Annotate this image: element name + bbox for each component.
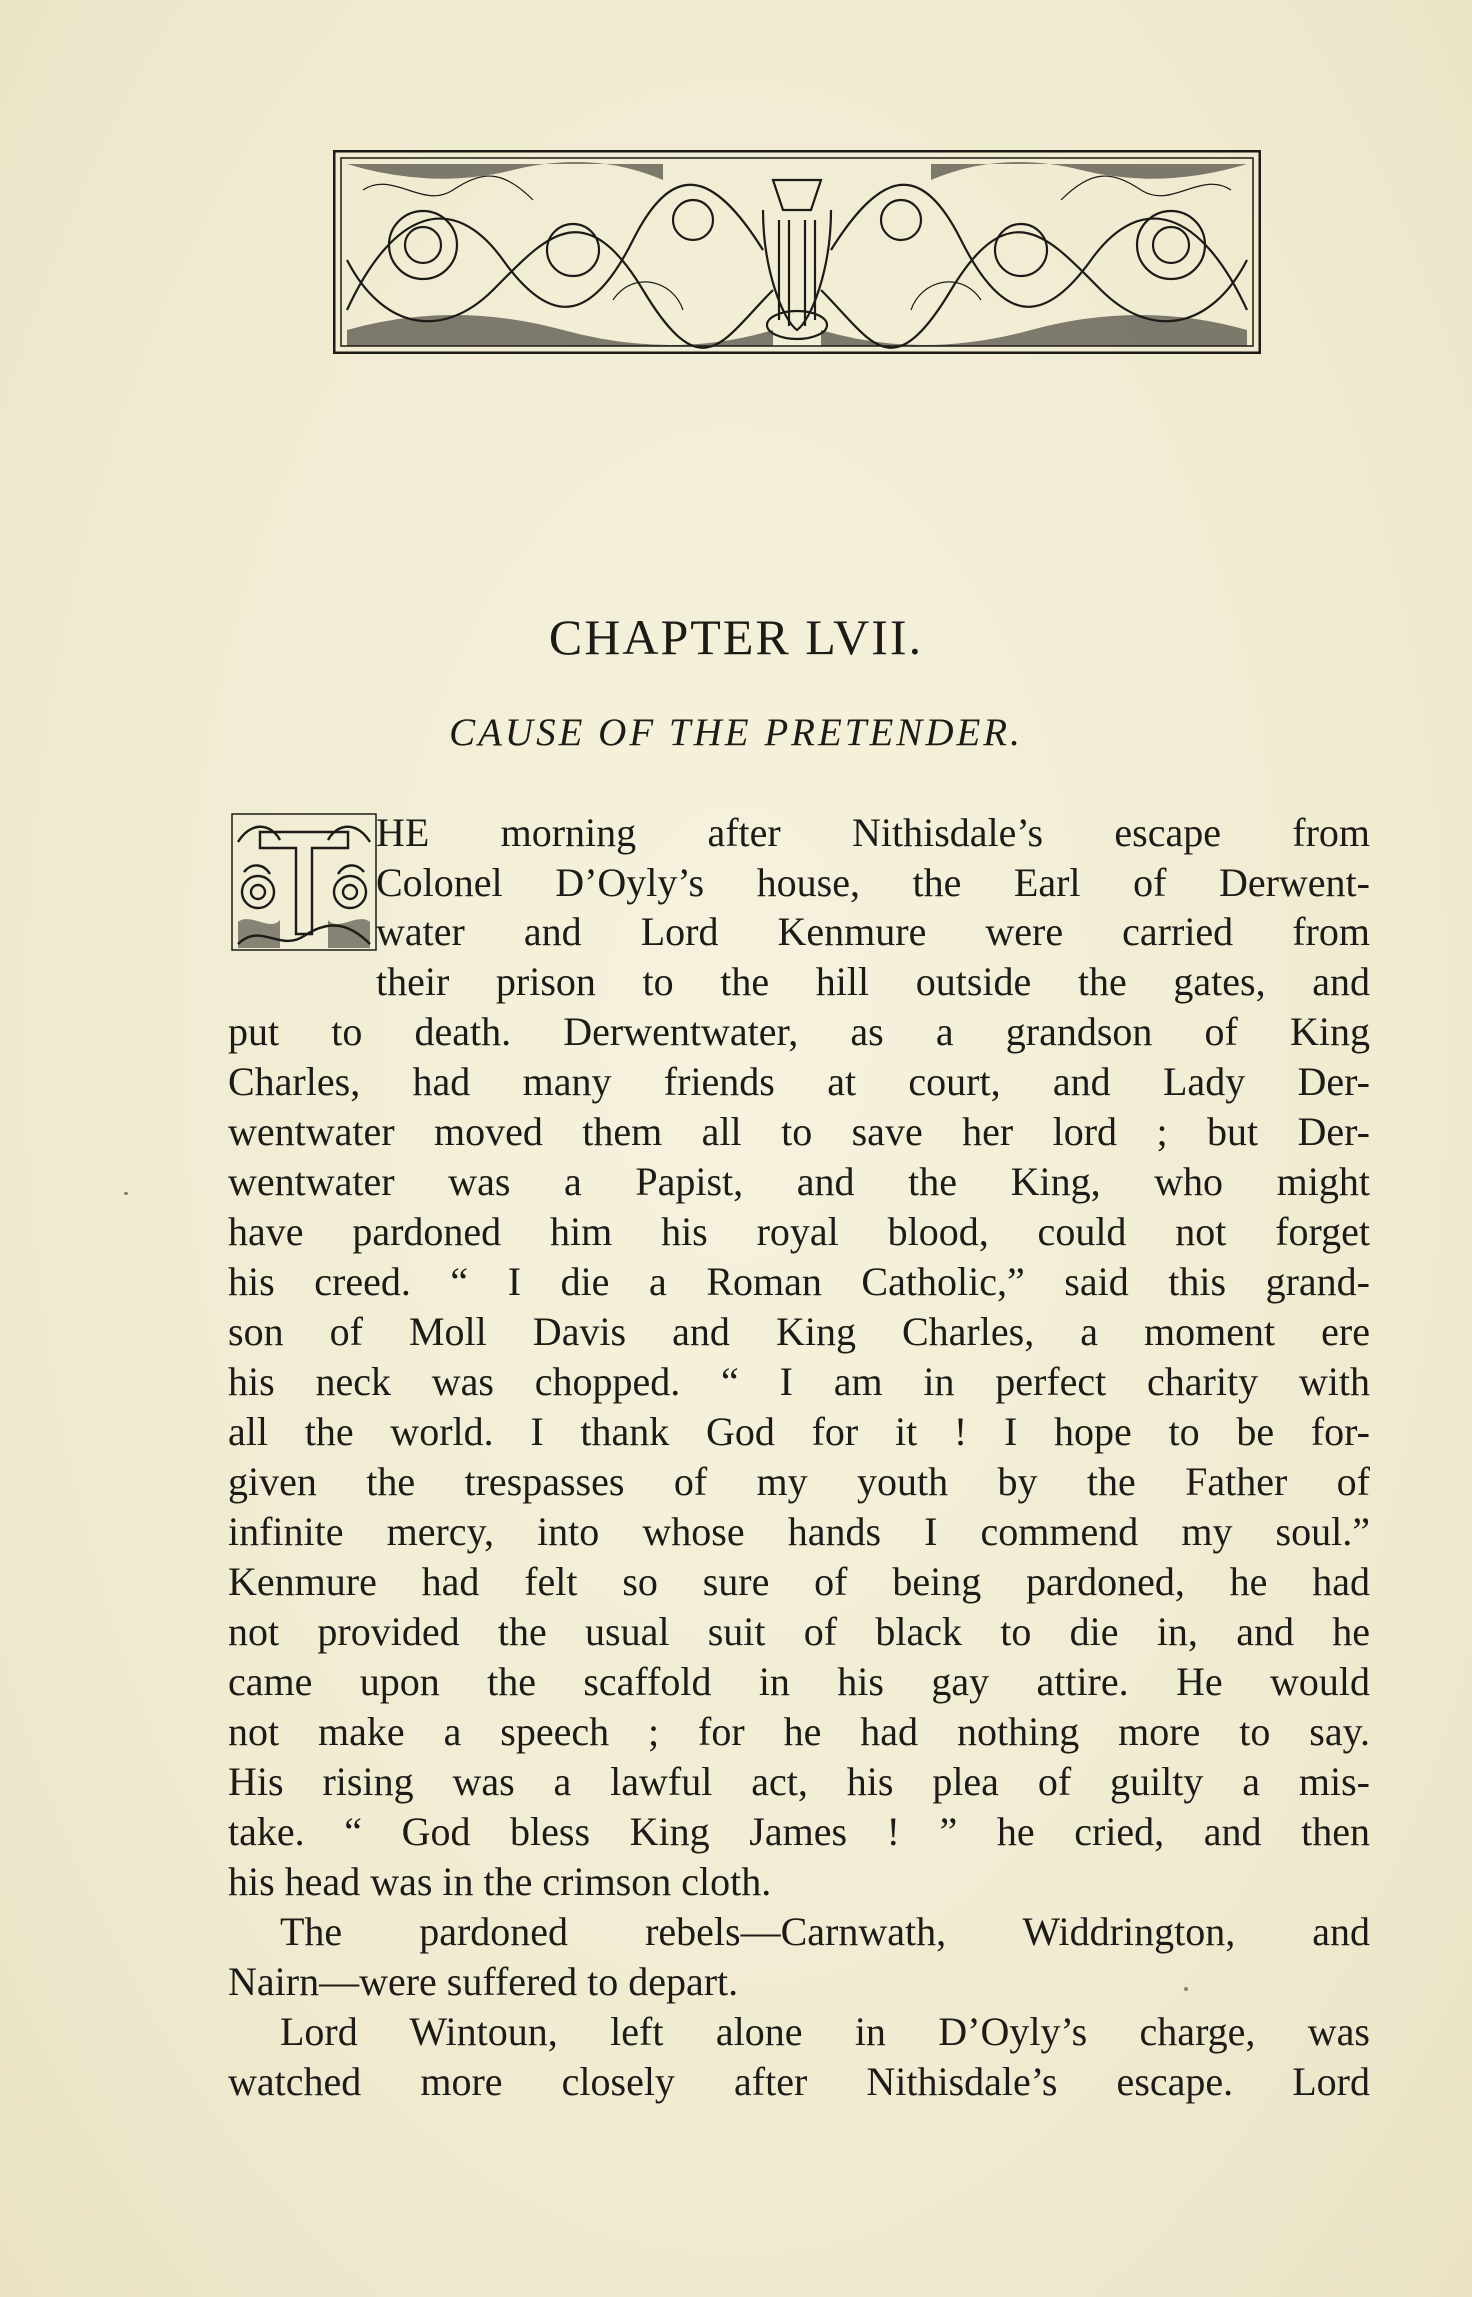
decorated-initial-icon (230, 812, 378, 952)
text-line: have pardoned him his royal blood, could not forget (228, 1209, 1370, 1254)
text-line: Colonel D’Oyly’s house, the Earl of Derwent- (376, 860, 1370, 905)
text-line: wentwater moved them all to save her lord ; but Der- (228, 1109, 1370, 1154)
text-line: water and Lord Kenmure were carried from (376, 909, 1370, 954)
text-line: came upon the scaffold in his gay attire. He would (228, 1659, 1370, 1704)
text-line: His rising was a lawful act, his plea of guilty a mis- (228, 1759, 1370, 1804)
text-line: HE morning after Nithisdale’s escape from (376, 810, 1370, 855)
text-line: his neck was chopped. “ I am in perfect charity with (228, 1359, 1370, 1404)
chapter-subtitle: CAUSE OF THE PRETENDER. (449, 711, 1023, 754)
text-line: his creed. “ I die a Roman Catholic,” said this grand- (228, 1259, 1370, 1304)
text-line: all the world. I thank God for it ! I hope to be for- (228, 1409, 1370, 1454)
text-line: put to death. Derwentwater, as a grandson of King (228, 1009, 1370, 1054)
ornament-icon (333, 150, 1261, 354)
paper-speck (1184, 1987, 1188, 1991)
text-line: infinite mercy, into whose hands I commend my soul.” (228, 1509, 1370, 1554)
drop-cap-t (230, 812, 378, 952)
text-line: their prison to the hill outside the gates, and (376, 959, 1370, 1004)
text-line: given the trespasses of my youth by the Father of (228, 1459, 1370, 1504)
text-line: Lord Wintoun, left alone in D’Oyly’s charge, was (280, 2009, 1370, 2054)
text-line: wentwater was a Papist, and the King, who might (228, 1159, 1370, 1204)
chapter-title: CHAPTER LVII. (548, 609, 924, 665)
text-line: Charles, had many friends at court, and Lady Der- (228, 1059, 1370, 1104)
text-line: The pardoned rebels—Carnwath, Widdrington, and (280, 1909, 1370, 1954)
text-line: not provided the usual suit of black to die in, and he (228, 1609, 1370, 1654)
text-line: watched more closely after Nithisdale’s escape. Lord (228, 2059, 1370, 2104)
text-line: Kenmure had felt so sure of being pardoned, he had (228, 1559, 1370, 1604)
text-line: son of Moll Davis and King Charles, a moment ere (228, 1309, 1370, 1354)
text-line: his head was in the crimson cloth. (228, 1859, 772, 1904)
ornamental-headpiece (333, 150, 1261, 354)
text-line: Nairn—were suffered to depart. (228, 1959, 739, 2004)
text-line: take. “ God bless King James ! ” he cried, and then (228, 1809, 1370, 1854)
paper-speck (124, 1192, 128, 1195)
text-line: not make a speech ; for he had nothing more to say. (228, 1709, 1370, 1754)
